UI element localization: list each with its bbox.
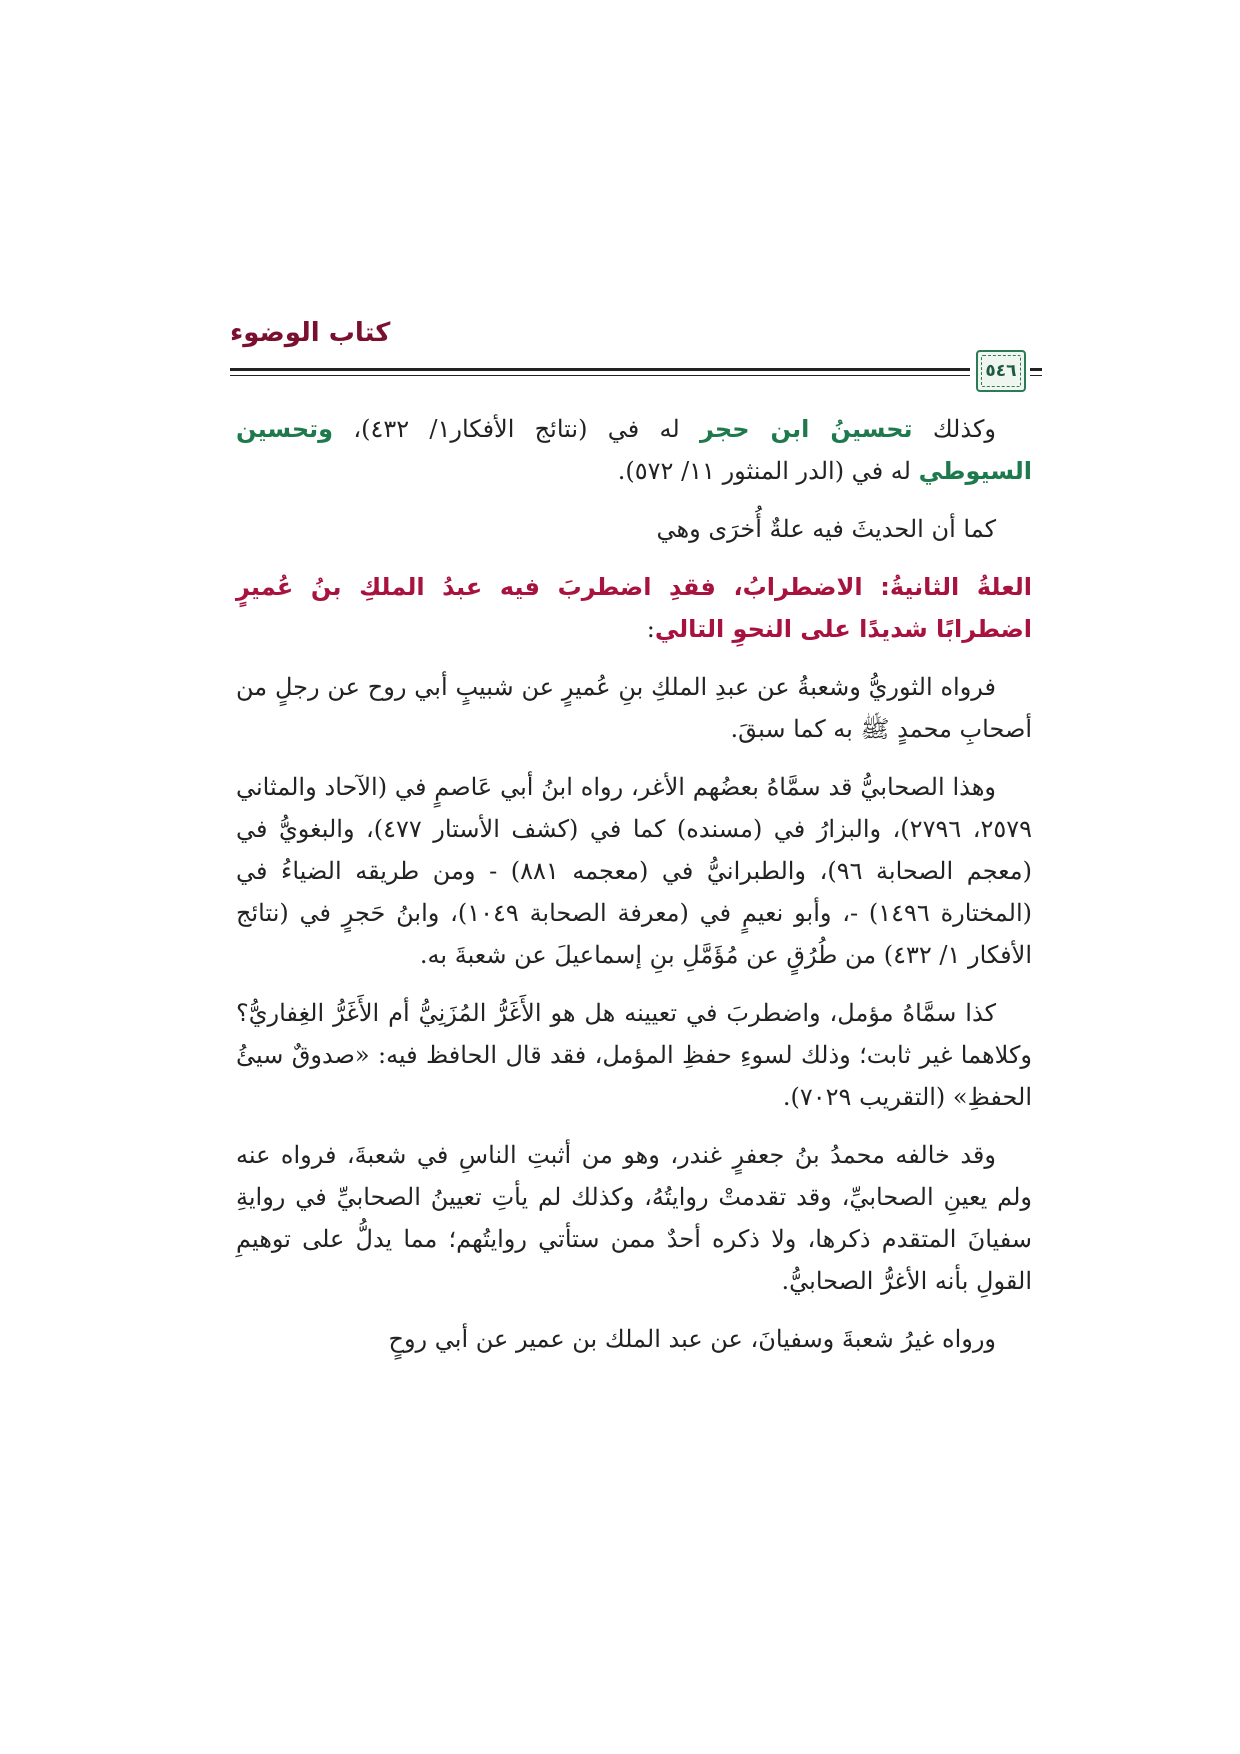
p1-text-1: وكذلك bbox=[912, 415, 996, 443]
second-defect-heading: العلةُ الثانيةُ: الاضطرابُ، فقدِ اضطربَ فيه عبدُ الملكِ بنُ عُميرٍ اضطرابًا شديدًا على النحوِ التالي bbox=[236, 573, 1032, 643]
header-rule-thick bbox=[230, 368, 970, 371]
highlight-suyuti: وتحسين السيوطي bbox=[236, 415, 1032, 485]
p1-text-2: له في (نتائج الأفكار١/ ٤٣٢)، bbox=[333, 415, 700, 443]
page-body bbox=[236, 408, 1032, 1376]
paragraph-5: وهذا الصحابيُّ قد سمَّاهُ بعضُهم الأغر، رواه ابنُ أبي عَاصمٍ في (الآحاد والمثاني ٢٥٧٩، ٢٧٩٦)، والبزارُ في (مسنده) كما في (كشف الأستار ٤٧٧)، والبغويُّ في (معجم الصحابة ٩٦)، والطبرانيُّ في (معجمه ٨٨١) - ومن طريقه الضياءُ في (المختارة ١٤٩٦) -، وأبو نعيمٍ في (معرفة الصحابة ١٠٤٩)، وابنُ حَجرٍ في (نتائج الأفكار ١/ ٤٣٢) من طُرُقٍ عن مُؤَمَّلِ بنِ إسماعيلَ عن شعبةَ به. bbox=[236, 773, 1033, 969]
header-rule-right-thin bbox=[1030, 375, 1042, 376]
header-rule-right-thick bbox=[1030, 368, 1042, 371]
paragraph-7: وقد خالفه محمدُ بنُ جعفرٍ غندر، وهو من أثبتِ الناسِ في شعبةَ، فرواه عنه ولم يعينِ الصحابيِّ، وقد تقدمتْ روايتُهُ، وكذلك لم يأتِ تعيينُ الصحابيِّ في روايةِ سفيانَ المتقدم ذكرها، ولا ذكره أحدٌ ممن ستأتي روايتُهم؛ مما يدلُّ على توهيمِ القولِ بأنه الأغرُّ الصحابيُّ. bbox=[236, 1141, 1032, 1295]
page-number-badge bbox=[976, 350, 1026, 392]
page-number: ٥٤٦ bbox=[985, 361, 1017, 381]
paragraph-4: فرواه الثوريُّ وشعبةُ عن عبدِ الملكِ بنِ عُميرٍ عن شبيبٍ أبي روح عن رجلٍ من أصحابِ محمدٍ ﷺ به كما سبقَ. bbox=[236, 673, 1032, 743]
header-rule-thin bbox=[230, 375, 970, 376]
highlight-ibn-hajar: تحسينُ ابن حجر bbox=[700, 415, 913, 443]
paragraph-3-heading bbox=[236, 566, 1032, 650]
p1-text-3: له في (الدر المنثور ١١/ ٥٧٢). bbox=[617, 457, 919, 485]
book-title: كتاب الوضوء bbox=[230, 318, 391, 348]
paragraph-1 bbox=[236, 408, 1032, 492]
paragraph-8: ورواه غيرُ شعبةَ وسفيانَ، عن عبد الملك بن عمير عن أبي روحٍ bbox=[388, 1325, 996, 1353]
heading-colon: : bbox=[646, 615, 655, 643]
page-header bbox=[230, 318, 1040, 388]
paragraph-2: كما أن الحديثَ فيه علةٌ أُخرَى وهي bbox=[656, 515, 996, 543]
paragraph-6: كذا سمَّاهُ مؤمل، واضطربَ في تعيينه هل هو الأَغَرُّ المُزَنِيُّ أم الأَغَرُّ الغِفاريُّ؟ وكلاهما غير ثابت؛ وذلك لسوءِ حفظِ المؤمل، فقد قال الحافظ فيه: «صدوقٌ سيئُ الحفظِ» (التقريب ٧٠٢٩). bbox=[236, 999, 1032, 1111]
